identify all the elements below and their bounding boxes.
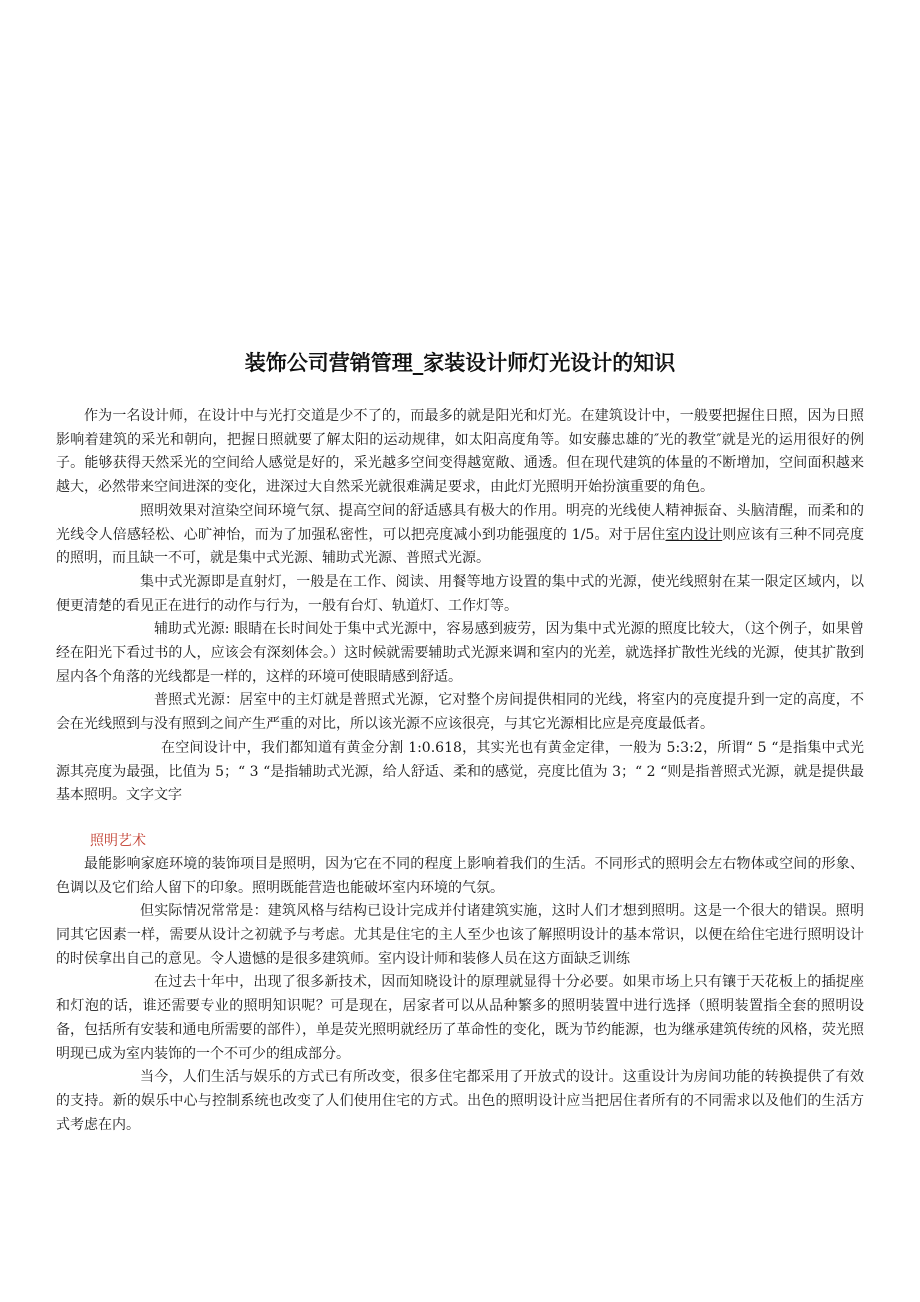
paragraph-intro: 作为一名设计师，在设计中与光打交道是少不了的，而最多的就是阳光和灯光。在建筑设计中，一般要把握住日照，因为日照影响着建筑的采光和朝向，把握日照就要了解太阳的运动规律，如太阳高度角等。如安藤忠雄的″光的教堂″就是光的运用很好的例子。能够获得天然采光的空间给人感觉是好的，采光越多空间变得越宽敞、通透。但在现代建筑的体量的不断增加，空间面积越来越大，必然带来空间进深的变化，进深过大自然采光就很难满足要求，由此灯光照明开始扮演重要的角色。	[56, 408, 864, 496]
paragraph-golden-ratio: 在空间设计中，我们都知道有黄金分割 1:0.618，其实光也有黄金定律，一般为 5:3:2，所谓“ 5 “是指集中式光源其亮度为最强，比值为 5；“ 3 “是指辅助式光源，给人舒适、柔和的感觉，亮度比值为 3；“ 2 “则是指普照式光源，就是提供最基本照明。文字文字	[56, 739, 864, 804]
paragraph-ambient-light: 普照式光源：居室中的主灯就是普照式光源，它对整个房间提供相同的光线，将室内的亮度提升到一定的高度，不会在光线照到与没有照到之间产生严重的对比，所以该光源不应该很亮，与其它光源相比应是亮度最低者。	[56, 692, 864, 733]
paragraph-focused-light: 集中式光源即是直射灯，一般是在工作、阅读、用餐等地方设置的集中式的光源，使光线照射在某一限定区域内，以便更清楚的看见正在进行的动作与行为，一般有台灯、轨道灯、工作灯等。	[56, 573, 864, 614]
document-title: 装饰公司营销管理_家装设计师灯光设计的知识	[244, 351, 676, 375]
interior-design-link[interactable]: 室内设计	[665, 526, 723, 543]
paragraph-text: 照明效果对渲染空间环境气氛、提高空间的舒适感具有极大的作用。明亮的光线使人精神振奋、头脑清醒，而柔和的光线令人倍感轻松、心旷神怡，而为了加强私密性，可以把亮度减小到功能强度的 1/5。对于居住	[56, 502, 864, 543]
paragraph-common-mistake: 但实际情况常常是：建筑风格与结构已设计完成并付诸建筑实施，这时人们才想到照明。这是一个很大的错误。照明同其它因素一样，需要从设计之初就予与考虑。尤其是住宅的主人至少也该了解照明设计的基本常识，以便在给住宅进行照明设计的时侯拿出自己的意见。令人遗憾的是很多建筑师。室内设计师和装修人员在这方面缺乏训练	[56, 903, 864, 967]
paragraph-lighting-influence: 最能影响家庭环境的装饰项目是照明，因为它在不同的程度上影响着我们的生活。不同形式的照明会左右物体或空间的形象、色调以及它们给人留下的印象。照明既能营造也能破坏室内环境的气氛。	[56, 855, 864, 896]
document-body	[56, 405, 864, 1137]
paragraph-new-technology: 在过去十年中，出现了很多新技术，因而知晓设计的原理就显得十分必要。如果市场上只有镶于天花板上的插捉座和灯泡的话，谁还需要专业的照明知识呢？可是现在，居家者可以从品种繁多的照明装置中进行选择（照明装置指全套的照明设备，包括所有安装和通电所需要的部件），单是荧光照明就经历了革命性的变化，既为节约能源，也为继承建筑传统的风格，荧光照明现已成为室内装饰的一个不可少的组成部分。	[56, 974, 864, 1062]
paragraph-auxiliary-light: 辅助式光源: 眼睛在长时间处于集中式光源中，容易感到疲劳，因为集中式光源的照度比较大，（这个例子，如果曾经在阳光下看过书的人，应该会有深刻体会。）这时候就需要辅助式光源来调和室内的光差，就选择扩散性光线的光源，使其扩散到屋内各个角落的光线都是一样的，这样的环境可使眼睛感到舒适。	[56, 621, 864, 685]
paragraph-text: 则应该有三种不同亮度的照明，而且缺一不可，就是集中式光源、辅助式光源、普照式光源。	[56, 526, 865, 567]
paragraph-lighting-effect	[56, 500, 864, 571]
paragraph-lifestyle: 当今，人们生活与娱乐的方式已有所改变，很多住宅都采用了开放式的设计。这重设计为房间功能的转换提供了有效的支持。新的娱乐中心与控制系统也改变了人们使用住宅的方式。出色的照明设计应当把居住者所有的不同需求以及他们的生活方式考虑在内。	[56, 1069, 864, 1133]
section-heading-lighting-art: 照明艺术	[90, 832, 146, 849]
